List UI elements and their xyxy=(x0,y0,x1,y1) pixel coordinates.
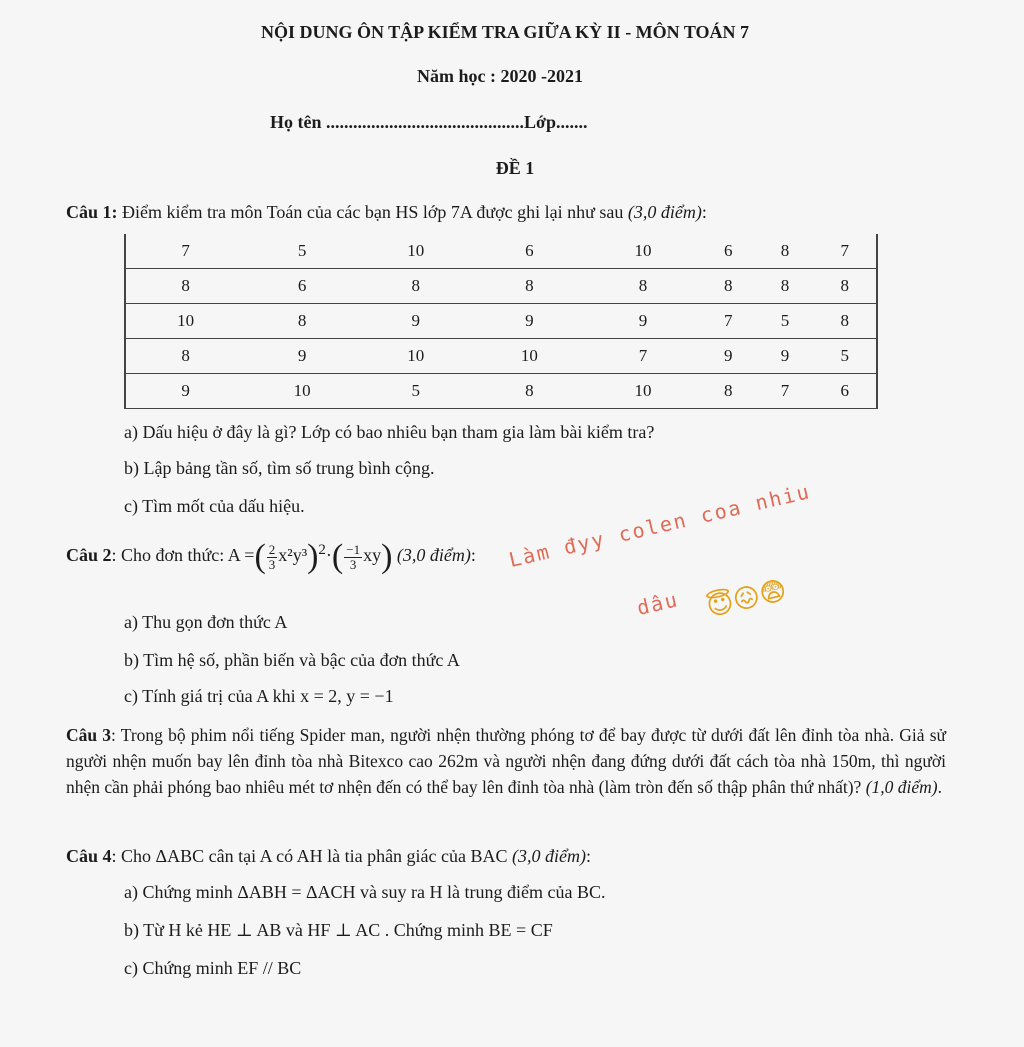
table-cell: 10 xyxy=(245,374,359,409)
table-cell: 8 xyxy=(473,269,587,304)
table-cell: 8 xyxy=(780,241,790,260)
table-cell: 9 xyxy=(125,374,245,409)
table-cell: 6 xyxy=(723,241,733,260)
table-cell: 5 xyxy=(297,241,307,260)
table-cell: 5 xyxy=(757,304,814,339)
table-cell: 9 xyxy=(700,339,757,374)
emoji-sticker: 😇😖😨 xyxy=(703,575,790,623)
table-cell: 8 xyxy=(473,374,587,409)
question-2b: b) Tìm hệ số, phần biến và bậc của đơn thức A xyxy=(124,650,460,670)
school-year: Năm học : 2020 -2021 xyxy=(417,66,583,86)
table-cell: 8 xyxy=(245,304,359,339)
monomial-formula: A =( $\frac{2}{3}$ x²y³)$^2$·( $\frac{-1}{3}$ xy) xyxy=(227,538,393,575)
table-cell: 6 xyxy=(813,374,877,409)
question-4-label: Câu 4 xyxy=(66,846,112,866)
question-2-points: (3,0 điểm) xyxy=(396,545,471,566)
table-cell: 7 xyxy=(586,339,700,374)
table-cell: 10 xyxy=(407,241,425,260)
question-3-label: Câu 3 xyxy=(66,725,112,745)
table-row xyxy=(125,339,877,374)
table-cell: 9 xyxy=(245,339,359,374)
table-cell: 10 xyxy=(359,339,473,374)
table-cell: 6 xyxy=(525,241,534,260)
name-label: Họ tên xyxy=(270,112,322,132)
question-1-points: (3,0 điểm) xyxy=(627,202,702,222)
table-cell: 7 xyxy=(757,374,814,409)
student-info-line xyxy=(270,112,587,133)
table-cell: 5 xyxy=(359,374,473,409)
question-3-text: : Trong bộ phim nổi tiếng Spider man, người nhện thường phóng tơ để bay được từ dưới đất lên đỉnh tòa nhà. Giả sử người nhện muốn bay lên đỉnh tòa nhà Bitexco cao 262m và người nhện đang đứng dưới đất cách tòa nhà 150m, thì người nhện cần phải phóng bao nhiêu mét tơ nhện đến có thể bay lên đỉnh tòa nhà (làm tròn đến số thập phân thứ nhất)? xyxy=(66,725,946,797)
question-1-text: Điểm kiểm tra môn Toán của các bạn HS lớp 7A được ghi lại như sau xyxy=(117,202,628,222)
question-2c: c) Tính giá trị của A khi x = 2, y = −1 xyxy=(124,686,394,706)
table-cell: 8 xyxy=(125,339,245,374)
table-cell: 10 xyxy=(125,304,245,339)
handwritten-note-line2: dâu xyxy=(634,587,682,620)
question-1b: b) Lập bảng tần số, tìm số trung bình cộng. xyxy=(124,458,435,478)
table-cell: 9 xyxy=(473,304,587,339)
exam-number: ĐỀ 1 xyxy=(495,158,535,178)
handwritten-note-line1: Làm đyy colen coa nhiu xyxy=(506,479,813,572)
table-cell: 8 xyxy=(700,374,757,409)
question-3: Câu 3: Trong bộ phim nổi tiếng Spider man, người nhện thường phóng tơ để bay được từ dưới đất lên đỉnh tòa nhà. Giả sử người nhện muốn bay lên đỉnh tòa nhà Bitexco cao 262m và người nhện đang đứng dưới đất cách tòa nhà 150m, thì người nhện cần phải phóng bao nhiêu mét tơ nhện đến có thể bay lên đỉnh tòa nhà (làm tròn đến số thập phân thứ nhất)? (1,0 điểm). xyxy=(66,725,946,797)
table-cell: 10 xyxy=(473,339,587,374)
question-4c: c) Chứng minh EF // BC xyxy=(124,958,302,978)
table-cell: 10 xyxy=(586,374,700,409)
question-3-points: (1,0 điểm) xyxy=(865,777,938,797)
question-1a: a) Dấu hiệu ở đây là gì? Lớp có bao nhiêu bạn tham gia làm bài kiểm tra? xyxy=(124,422,655,442)
question-1c: c) Tìm mốt của dấu hiệu. xyxy=(124,496,305,516)
question-4-text: : Cho ΔABC cân tại A có AH là tia phân giác của BAC xyxy=(111,846,513,866)
question-1: Câu 1: Điểm kiểm tra môn Toán của các bạn HS lớp 7A được ghi lại như sau (3,0 điểm): xyxy=(66,202,707,222)
question-2a: a) Thu gọn đơn thức A xyxy=(124,612,288,632)
table-cell: 8 xyxy=(586,269,700,304)
question-4-points: (3,0 điểm) xyxy=(512,846,587,866)
table-cell: 7 xyxy=(125,234,245,269)
document-title: NỘI DUNG ÔN TẬP KIỂM TRA GIỮA KỲ II - MÔN TOÁN 7 xyxy=(260,22,750,42)
table-cell: 8 xyxy=(125,269,245,304)
table-cell: 9 xyxy=(359,304,473,339)
question-4b: b) Từ H kẻ HE ⊥ AB và HF ⊥ AC . Chứng minh BE = CF xyxy=(124,920,553,940)
table-cell: 7 xyxy=(813,234,877,269)
question-4a: a) Chứng minh ΔABH = ΔACH và suy ra H là trung điểm của BC. xyxy=(124,882,606,902)
class-label: Lớp xyxy=(524,112,556,132)
question-4: Câu 4: Cho ΔABC cân tại A có AH là tia phân giác của BAC (3,0 điểm): xyxy=(66,846,592,866)
scores-table xyxy=(124,234,878,409)
question-2-label: Câu 2 xyxy=(66,545,112,566)
fraction-1: $\frac{2}{3}$ xyxy=(268,541,276,572)
table-cell: 6 xyxy=(245,269,359,304)
table-cell: 8 xyxy=(359,269,473,304)
table-cell: 8 xyxy=(757,269,814,304)
table-cell: 8 xyxy=(813,304,877,339)
question-1-label: Câu 1: xyxy=(66,202,118,222)
table-row xyxy=(125,269,877,304)
table-cell: 7 xyxy=(700,304,757,339)
fraction-2: $\frac{-1}{3}$ xyxy=(346,541,361,572)
table-cell: 8 xyxy=(700,269,757,304)
table-row xyxy=(125,304,877,339)
class-dots: ....... xyxy=(555,112,588,132)
table-cell: 5 xyxy=(813,339,877,374)
table-cell: 9 xyxy=(586,304,700,339)
table-cell: 9 xyxy=(757,339,814,374)
table-row xyxy=(125,374,877,409)
table-cell: 8 xyxy=(813,269,877,304)
table-cell: 10 xyxy=(634,241,652,260)
table-row xyxy=(125,234,877,269)
question-2: Câu 2: Cho đơn thức: A =( $\frac{2}{3}$ x²y³)$^2$·( $\frac{-1}{3}$ xy) (3,0 điểm): xyxy=(66,538,476,575)
name-dots: ............................................ xyxy=(326,112,524,132)
